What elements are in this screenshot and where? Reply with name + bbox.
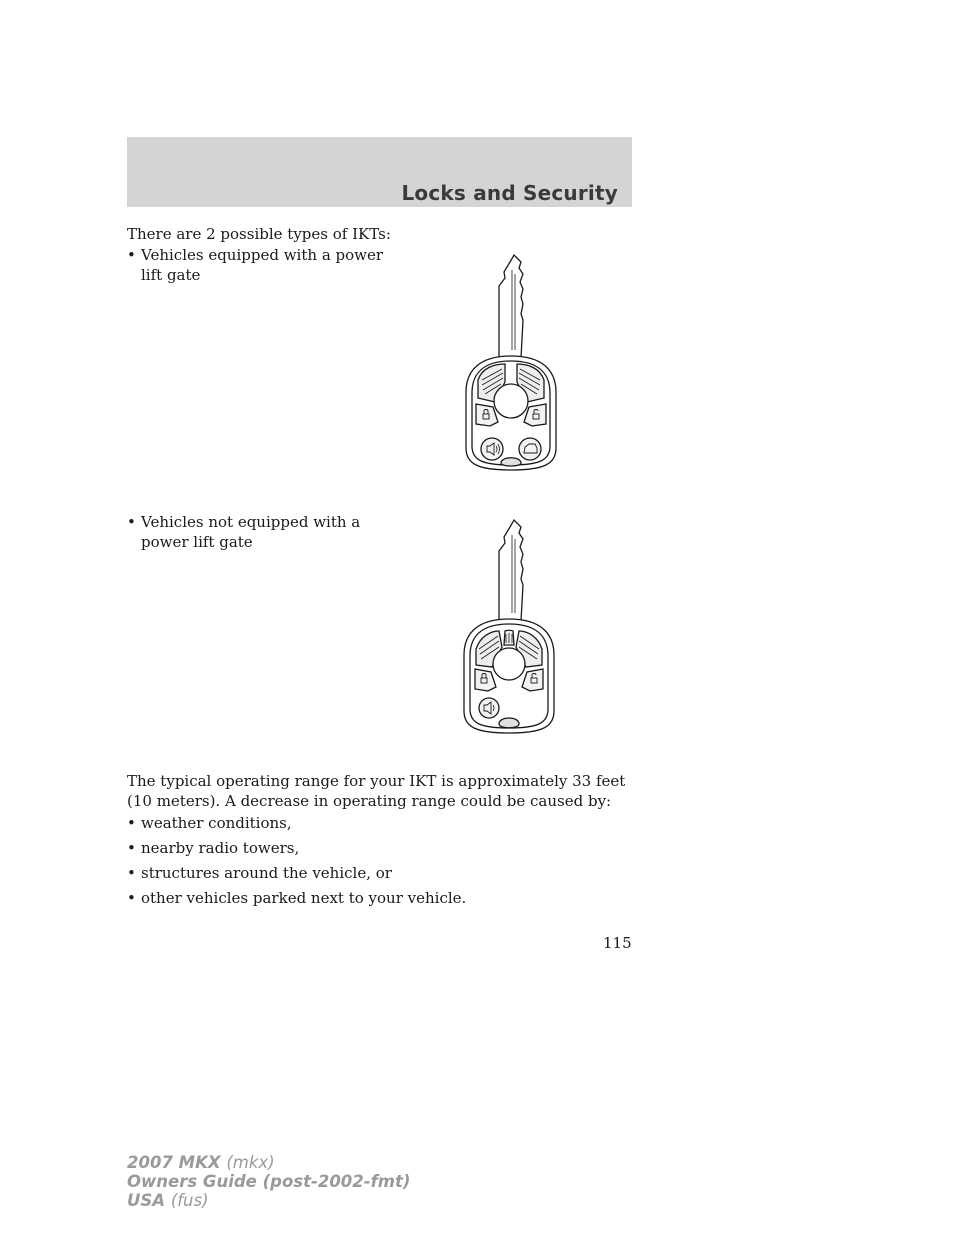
footer-line [127,1191,410,1210]
header-band [127,137,632,207]
bullet-icon: • [127,889,136,907]
list-item [127,863,392,883]
list-item-text: other vehicles parked next to your vehicle. [141,889,467,907]
list-item-text: nearby radio towers, [141,839,300,857]
footer [127,1153,410,1210]
list-item [127,512,360,552]
footer-line [127,1153,410,1172]
bullet-icon: • [127,513,136,531]
list-item [127,813,292,833]
section-title: Locks and Security [401,181,618,205]
list-item-line: lift gate [141,266,201,284]
intro-text: There are 2 possible types of IKTs: [127,225,391,243]
footer-market: USA [127,1191,166,1210]
list-item-line: Vehicles equipped with a power [141,246,384,264]
range-paragraph-line: (10 meters). A decrease in operating range could be caused by: [127,792,612,810]
page-number: 115 [603,934,632,952]
footer-guide: Owners Guide (post-2002-fmt) [127,1172,411,1191]
list-item-line: Vehicles not equipped with a [141,513,361,531]
key-fob-power-liftgate-icon [460,252,562,477]
footer-line [127,1172,410,1191]
key-fob-no-power-liftgate-icon [458,517,560,739]
list-item [127,888,466,908]
bullet-icon: • [127,246,136,264]
footer-model-code: (mkx) [226,1153,275,1172]
bullet-icon: • [127,864,136,882]
range-paragraph [127,771,625,811]
list-item [127,245,383,285]
footer-model: 2007 MKX [127,1153,221,1172]
list-item [127,838,299,858]
bullet-icon: • [127,814,136,832]
bullet-icon: • [127,839,136,857]
footer-market-code: (fus) [170,1191,209,1210]
list-item-text: structures around the vehicle, or [141,864,392,882]
list-item-line: power lift gate [141,533,253,551]
range-paragraph-line: The typical operating range for your IKT is approximately 33 feet [127,772,626,790]
list-item-text: weather conditions, [141,814,292,832]
